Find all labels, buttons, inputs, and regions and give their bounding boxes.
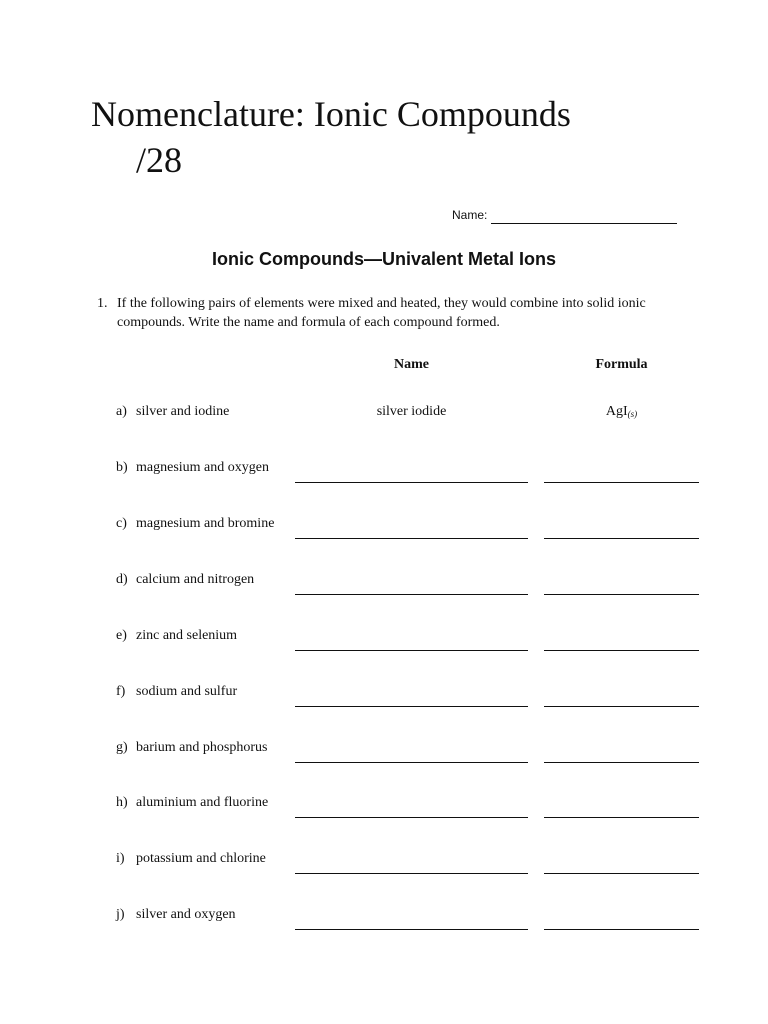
question-text: If the following pairs of elements were mixed and heated, they would combine into solid ionic compounds. Write the name and formula of each compound formed. <box>117 296 646 330</box>
formula-answer-blank[interactable] <box>544 458 699 483</box>
formula-answer-blank[interactable] <box>544 905 699 930</box>
student-name-field <box>452 206 677 224</box>
row-letter: d) <box>116 572 128 587</box>
formula-answer-blank[interactable] <box>544 570 699 595</box>
name-answer-blank[interactable] <box>295 514 528 539</box>
formula-answer-blank[interactable] <box>544 849 699 874</box>
row-letter: i) <box>116 851 125 866</box>
formula-answer-blank[interactable] <box>544 682 699 707</box>
page-title: Nomenclature: Ionic Compounds <box>91 94 571 134</box>
row-letter: e) <box>116 628 127 643</box>
question-number: 1. <box>97 296 108 311</box>
name-answer-blank[interactable] <box>295 626 528 651</box>
answer-row <box>0 570 768 594</box>
element-pair: silver and oxygen <box>136 907 236 922</box>
element-pair: aluminium and fluorine <box>136 795 269 810</box>
score-total: /28 <box>136 140 183 180</box>
formula-answer-blank[interactable] <box>544 793 699 818</box>
name-answer-blank[interactable] <box>295 570 528 595</box>
question-1 <box>97 294 677 332</box>
element-pair: barium and phosphorus <box>136 740 268 755</box>
answer-row <box>0 402 768 426</box>
row-letter: g) <box>116 740 128 755</box>
answer-row <box>0 514 768 538</box>
name-answer-blank[interactable] <box>295 738 528 763</box>
answer-row <box>0 458 768 482</box>
name-answer-blank[interactable] <box>295 849 528 874</box>
element-pair: magnesium and bromine <box>136 516 275 531</box>
row-letter: c) <box>116 516 127 531</box>
formula-text: AgI <box>605 404 628 419</box>
row-letter: a) <box>116 404 127 419</box>
name-label: Name: <box>452 208 488 222</box>
formula-state: (s) <box>627 409 638 419</box>
name-answer-blank[interactable] <box>295 793 528 818</box>
formula-answer-blank[interactable] <box>544 738 699 763</box>
element-pair: zinc and selenium <box>136 628 238 643</box>
row-letter: f) <box>116 684 126 699</box>
answer-row <box>0 738 768 762</box>
row-letter: b) <box>116 460 128 475</box>
row-letter: j) <box>116 907 125 922</box>
formula-answer-blank[interactable] <box>544 514 699 539</box>
name-answer-blank[interactable] <box>295 458 528 483</box>
formula-answer-blank[interactable] <box>544 626 699 651</box>
element-pair: calcium and nitrogen <box>136 572 255 587</box>
element-pair: potassium and chlorine <box>136 851 266 866</box>
element-pair: silver and iodine <box>136 404 230 419</box>
answer-row <box>0 682 768 706</box>
name-blank[interactable] <box>491 209 677 224</box>
element-pair: magnesium and oxygen <box>136 460 269 475</box>
answer-row <box>0 849 768 873</box>
element-pair: sodium and sulfur <box>136 684 238 699</box>
example-name-answer: silver iodide <box>376 404 447 419</box>
row-letter: h) <box>116 795 128 810</box>
section-heading: Ionic Compounds—Univalent Metal Ions <box>211 249 557 269</box>
column-header-formula: Formula <box>595 357 648 372</box>
answer-row <box>0 905 768 929</box>
column-header-name: Name <box>394 357 429 372</box>
name-answer-blank[interactable] <box>295 905 528 930</box>
example-formula-answer <box>544 402 699 426</box>
name-answer-blank[interactable] <box>295 682 528 707</box>
answer-row <box>0 793 768 817</box>
answer-row <box>0 626 768 650</box>
